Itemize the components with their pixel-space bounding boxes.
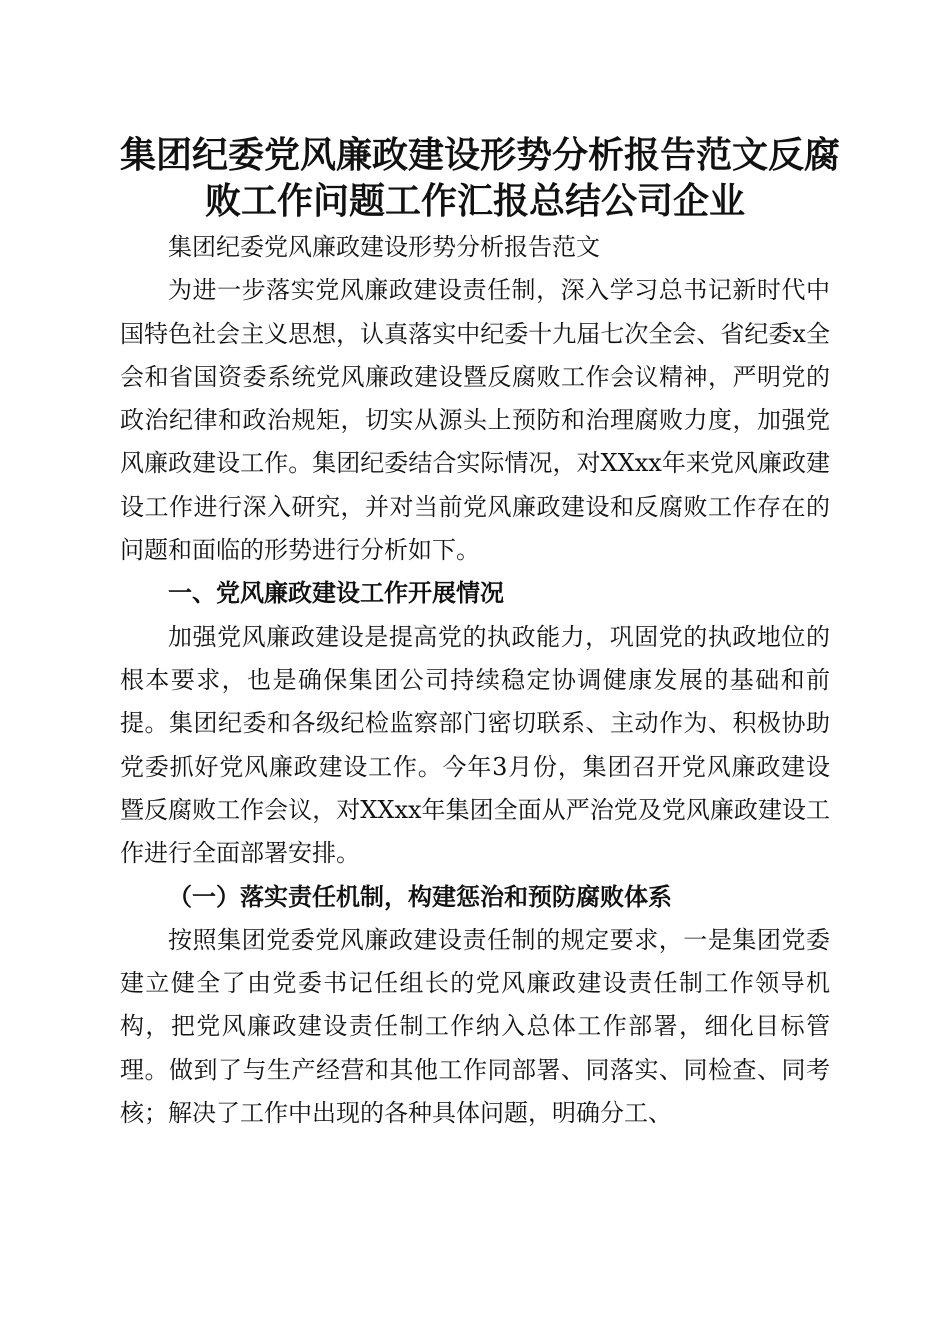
title-line-1: 集团纪委党风廉政建设形势分析报告范文反腐	[120, 134, 841, 176]
subsection-heading-1: （一）落实责任机制，构建惩治和预防腐败体系	[168, 882, 672, 912]
document-title	[120, 132, 841, 224]
document-subtitle: 集团纪委党风廉政建设形势分析报告范文	[168, 233, 600, 261]
subsection-1-paragraph: 按照集团党委党风廉政建设责任制的规定要求，一是集团党委建立健全了由党委书记任组长的党风廉政建设责任制工作领导机构，把党风廉政建设责任制工作纳入总体工作部署，细化目标管理。做到了与生产经营和其他工作同部署、同落实、同检查、同考核；解决了工作中出现的各种具体问题，明确分工、	[120, 925, 830, 1127]
title-line-2: 败工作问题工作汇报总结公司企业	[204, 180, 745, 222]
intro-paragraph: 为进一步落实党风廉政建设责任制，深入学习总书记新时代中国特色社会主义思想，认真落实中纪委十九届七次全会、省纪委x全会和省国资委系统党风廉政建设暨反腐败工作会议精神，严明党的政治纪律和政治规矩，切实从源头上预防和治理腐败力度，加强党风廉政建设工作。集团纪委结合实际情况，对XXxx年来党风廉政建设工作进行深入研究，并对当前党风廉政建设和反腐败工作存在的问题和面临的形势进行分析如下。	[120, 276, 830, 565]
document-page	[120, 132, 841, 1135]
section-heading-1: 一、党风廉政建设工作开展情况	[168, 579, 504, 608]
section-1-paragraph: 加强党风廉政建设是提高党的执政能力，巩固党的执政地位的根本要求，也是确保集团公司持续稳定协调健康发展的基础和前提。集团纪委和各级纪检监察部门密切联系、主动作为、积极协助党委抓好党风廉政建设工作。今年3月份，集团召开党风廉政建设暨反腐败工作会议，对XXxx年集团全面从严治党及党风廉政建设工作进行全面部署安排。	[120, 622, 830, 868]
